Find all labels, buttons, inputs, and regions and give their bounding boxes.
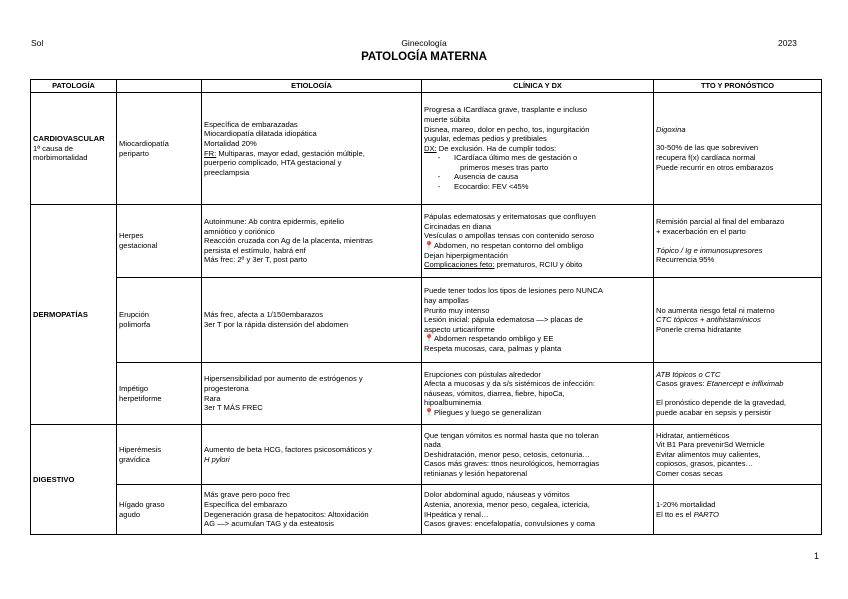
clinical-cell: Erupciones con pústulas alrededor Afecta a mucosas y da s/s sistémicos de infección: náuseas, vómitos, diarrea, fiebre, hipoCa, hipoalbuminemia 📍Pliegues y luego se generalizan bbox=[422, 363, 654, 425]
table-row bbox=[31, 278, 822, 363]
col-header-etiologia: ETIOLOGÍA bbox=[202, 80, 422, 93]
etiology-cell: Más grave pero poco frec Específica del embarazo Degeneración grasa de hepatocitos: Altoxidación AG —> acumulan TAG y da esteatosis bbox=[202, 485, 422, 535]
category-cardiovascular: CARDIOVASCULAR 1ª causa de morbimortalidad bbox=[31, 93, 117, 205]
etiology-cell: Hipersensibilidad por aumento de estrógenos y progesterona Rara 3er T MÁS FREC bbox=[202, 363, 422, 425]
treatment-cell: Remisión parcial al final del embarazo + exacerbación en el parto Tópico / Ig e inmunosupresores Recurrencia 95% bbox=[654, 205, 822, 278]
table-row bbox=[31, 205, 822, 278]
header-subject: Ginecología bbox=[401, 38, 447, 48]
header-author: Sol bbox=[31, 38, 44, 48]
col-header-clinica: CLÍNICA Y DX bbox=[422, 80, 654, 93]
category-dermopatias: DERMOPATÍAS bbox=[31, 205, 117, 425]
treatment-cell: Hidratar, antieméticos Vit B1 Para prevenirSd Wernicle Evitar alimentos muy calientes, copiosos, grasos, picantes… Comer cosas secas bbox=[654, 425, 822, 485]
page-number: 1 bbox=[814, 551, 820, 561]
table-row bbox=[31, 93, 822, 205]
disease-higado-graso: Hígado graso agudo bbox=[117, 485, 202, 535]
table-row bbox=[31, 485, 822, 535]
disease-erupcion: Erupción polimorfa bbox=[117, 278, 202, 363]
table-row bbox=[31, 363, 822, 425]
disease-miocardiopatia: Miocardiopatía periparto bbox=[117, 93, 202, 205]
table-row bbox=[31, 425, 822, 485]
clinical-cell: Puede tener todos los tipos de lesiones pero NUNCA hay ampollas Prurito muy intenso Lesión inicial: pápula edematosa —> placas de aspecto urticariforme 📍Abdomen respetando ombligo y EE Respeta mucosas, cara, palmas y planta bbox=[422, 278, 654, 363]
clinical-cell: Que tengan vómitos es normal hasta que no toleran nada Deshidratación, menor peso, cetosis, cetonuria… Casos más graves: ttnos neurológicos, hemorragias retinianas y lesión hepatorenal bbox=[422, 425, 654, 485]
etiology-cell: Aumento de beta HCG, factores psicosomáticos y H pylori bbox=[202, 425, 422, 485]
treatment-cell: No aumenta riesgo fetal ni materno CTC tópicos + antihistamínicos Ponerle crema hidratante bbox=[654, 278, 822, 363]
col-header-tto: TTO Y PRONÓSTICO bbox=[654, 80, 822, 93]
header-year: 2023 bbox=[778, 38, 797, 48]
clinical-cell: Progresa a ICardíaca grave, trasplante e incluso muerte súbita Disnea, mareo, dolor en pecho, tos, ingurgitación yugular, edemas pedios y pretibiales DX: De exclusión. Ha de cumplir todos: - ICardíaca último mes de gestación o primeros meses tras parto - Ausencia de causa - Ecocardio: FEV <45% bbox=[422, 93, 654, 205]
pin-icon: 📍 bbox=[424, 241, 434, 250]
col-header-patologia: PATOLOGÍA bbox=[31, 80, 117, 93]
disease-hiperemesis: Hiperémesis gravídica bbox=[117, 425, 202, 485]
table-header-row bbox=[31, 80, 822, 93]
clinical-cell: Dolor abdominal agudo, náuseas y vómitos Astenia, anorexia, menor peso, cegalea, ictericia, IHpeática y renal… Casos graves: encefalopatía, convulsiones y coma bbox=[422, 485, 654, 535]
pathology-table bbox=[30, 79, 822, 535]
pin-icon: 📍 bbox=[424, 334, 434, 344]
clinical-cell: Pápulas edematosas y eritematosas que confluyen Circinadas en diana Vesículas o ampollas tensas con contenido seroso 📍Abdomen, no respetan contorno del ombligo Dejan hiperpigmentación Complicaciones feto: prematuros, RCIU y óbito bbox=[422, 205, 654, 278]
etiology-cell: Más frec, afecta a 1/150embarazos 3er T por la rápida distensión del abdomen bbox=[202, 278, 422, 363]
treatment-cell: Digoxina 30-50% de las que sobreviven recupera f(x) cardíaca normal Puede recurrir en otros embarazos bbox=[654, 93, 822, 205]
etiology-cell: Específica de embarazadas Miocardiopatía dilatada idiopática Mortalidad 20% FR: Multiparas, mayor edad, gestación múltiple, puerperio complicado, HTA gestacional y preeclampsia bbox=[202, 93, 422, 205]
treatment-cell: 1-20% mortalidad El tto es el PARTO bbox=[654, 485, 822, 535]
treatment-cell: ATB tópicos o CTC Casos graves: Etanercept e infliximab El pronóstico depende de la gravedad, puede acabar en sepsis y persistir bbox=[654, 363, 822, 425]
disease-herpes: Herpes gestacional bbox=[117, 205, 202, 278]
page-title: PATOLOGÍA MATERNA bbox=[361, 51, 487, 63]
etiology-cell: Autoinmune: Ab contra epidermis, epitelio amniótico y coriónico Reacción cruzada con Ag de la placenta, mientras persista el estímulo, habrá enf Más frec: 2º y 3er T, post parto bbox=[202, 205, 422, 278]
category-digestivo: DIGESTIVO bbox=[31, 425, 117, 535]
disease-impetigo: Impétigo herpetiforme bbox=[117, 363, 202, 425]
pin-icon: 📍 bbox=[424, 407, 434, 417]
